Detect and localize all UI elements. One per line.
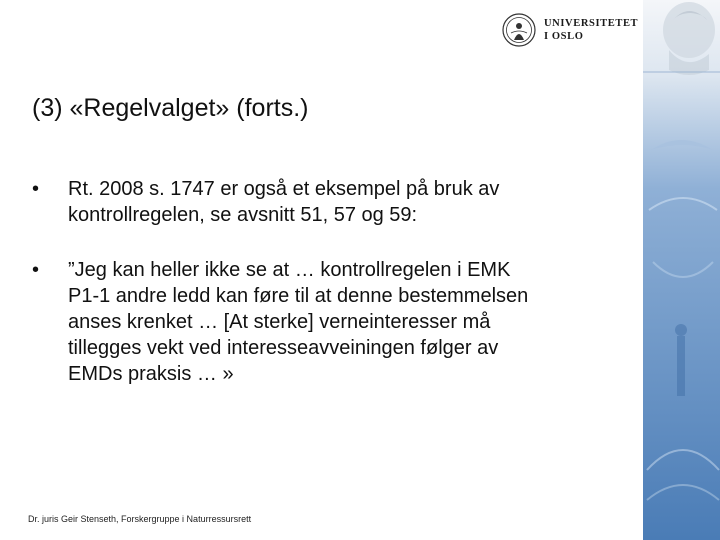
bullet-line: anses krenket … [At sterke] verneinteresser må: [68, 311, 491, 333]
bullet-line: kontrollregelen, se avsnitt 51, 57 og 59:: [68, 204, 418, 226]
bullet-item: [32, 257, 632, 387]
bullet-list: [32, 176, 632, 387]
bullet-item: [32, 176, 632, 228]
bullet-line: P1-1 andre ledd kan føre til at denne bestemmelsen: [68, 285, 529, 307]
university-logo: [502, 13, 642, 51]
university-seal-icon: [502, 13, 536, 47]
decorative-side-band: [643, 0, 720, 540]
slide-title: (3) «Regelvalget» (forts.): [32, 94, 309, 122]
bullet-line: ”Jeg kan heller ikke se at … kontrollregelen i EMK: [68, 259, 511, 281]
logo-wordmark: [544, 17, 638, 43]
slide-footer: Dr. juris Geir Stenseth, Forskergruppe i Naturressursrett: [28, 514, 252, 524]
side-band-graphic: [643, 0, 720, 540]
bullet-line: tillegges vekt ved interesseavveiningen følger av: [68, 337, 499, 359]
bullet-line: Rt. 2008 s. 1747 er også et eksempel på bruk av: [68, 178, 500, 200]
bullet-marker: •: [32, 178, 40, 200]
logo-line-2: I OSLO: [544, 31, 584, 42]
bullet-marker: •: [32, 259, 40, 281]
bullet-line: EMDs praksis … »: [68, 363, 234, 385]
logo-line-1: UNIVERSITETET: [544, 18, 639, 29]
